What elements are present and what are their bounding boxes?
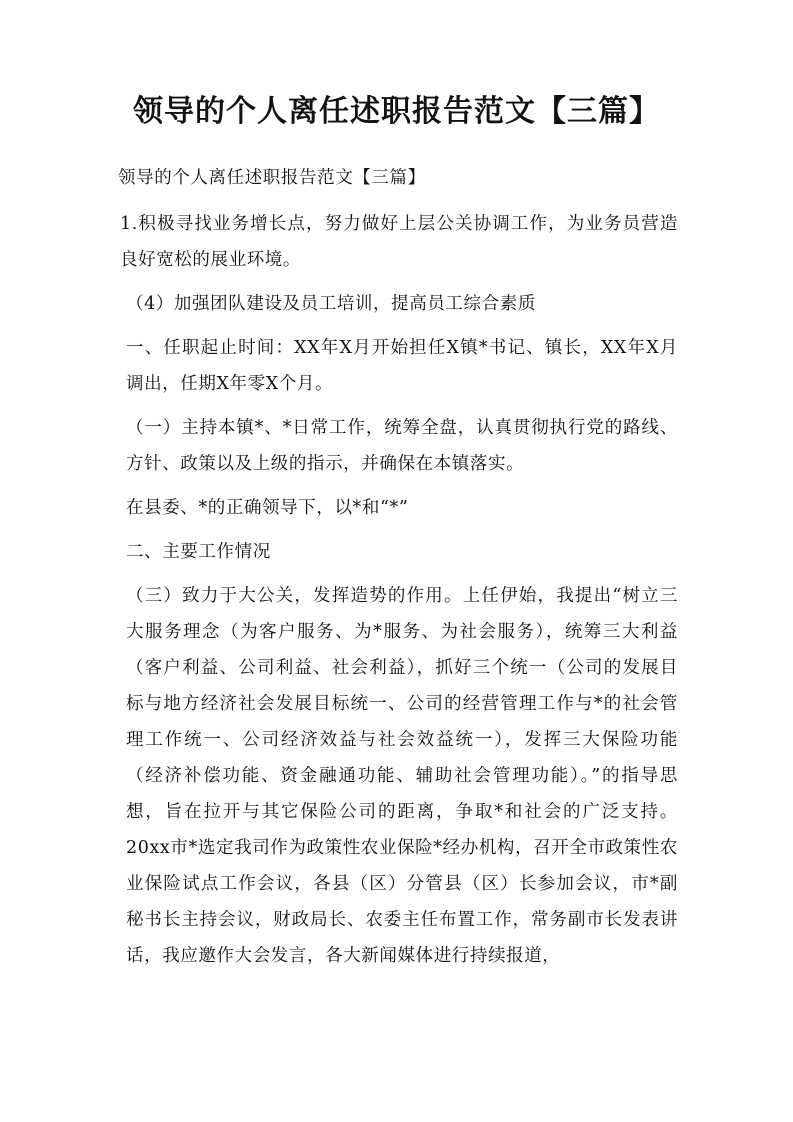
paragraph-subsection-3: （三）致力于大公关，发挥造势的作用。上任伊始，我提出“树立三大服务理念（为客户服务、为*服务、为社会服务），统筹三大利益（客户利益、公司利益、社会利益），抓好三个统一（公司的发展目标与地方经济社会发展目标统一、公司的经营管理工作与*的社会管理工作统一、公司经济效益与社会效益统一），发挥三大保险功能（经济补偿功能、资金融通功能、辅助社会管理功能）。”的指导思想，旨在拉开与其它保险公司的距离，争取*和社会的广泛支持。20xx市*选定我司作为政策性农业保险*经办机构，召开全市政策性农业保险试点工作会议，各县（区）分管县（区）长参加会议，市*副秘书长主持会议，财政局长、农委主任布置工作，常务副市长发表讲话，我应邀作大会发言，各大新闻媒体进行持续报道，	[126, 586, 678, 966]
paragraph-subsection-1: （一）主持本镇*、*日常工作，统筹全盘，认真贯彻执行党的路线、方针、政策以及上级的指示，并确保在本镇落实。	[126, 418, 678, 474]
document-title: 领导的个人离任述职报告范文【三篇】	[133, 94, 660, 129]
paragraph-item-1: 1.积极寻找业务增长点，努力做好上层公关协调工作，为业务员营造良好宽松的展业环境。	[120, 214, 678, 270]
paragraph-leadership: 在县委、*的正确领导下，以*和“*”	[126, 498, 409, 518]
paragraph-item-4: （4）加强团队建设及员工培训，提高员工综合素质	[126, 294, 536, 314]
paragraph-subtitle: 领导的个人离任述职报告范文【三篇】	[118, 168, 426, 188]
document-body	[118, 160, 678, 974]
paragraph-section-2: 二、主要工作情况	[126, 542, 271, 562]
paragraph-section-1: 一、任职起止时间：XX年X月开始担任X镇*书记、镇长，XX年X月调出，任期X年零X个月。	[126, 338, 678, 394]
